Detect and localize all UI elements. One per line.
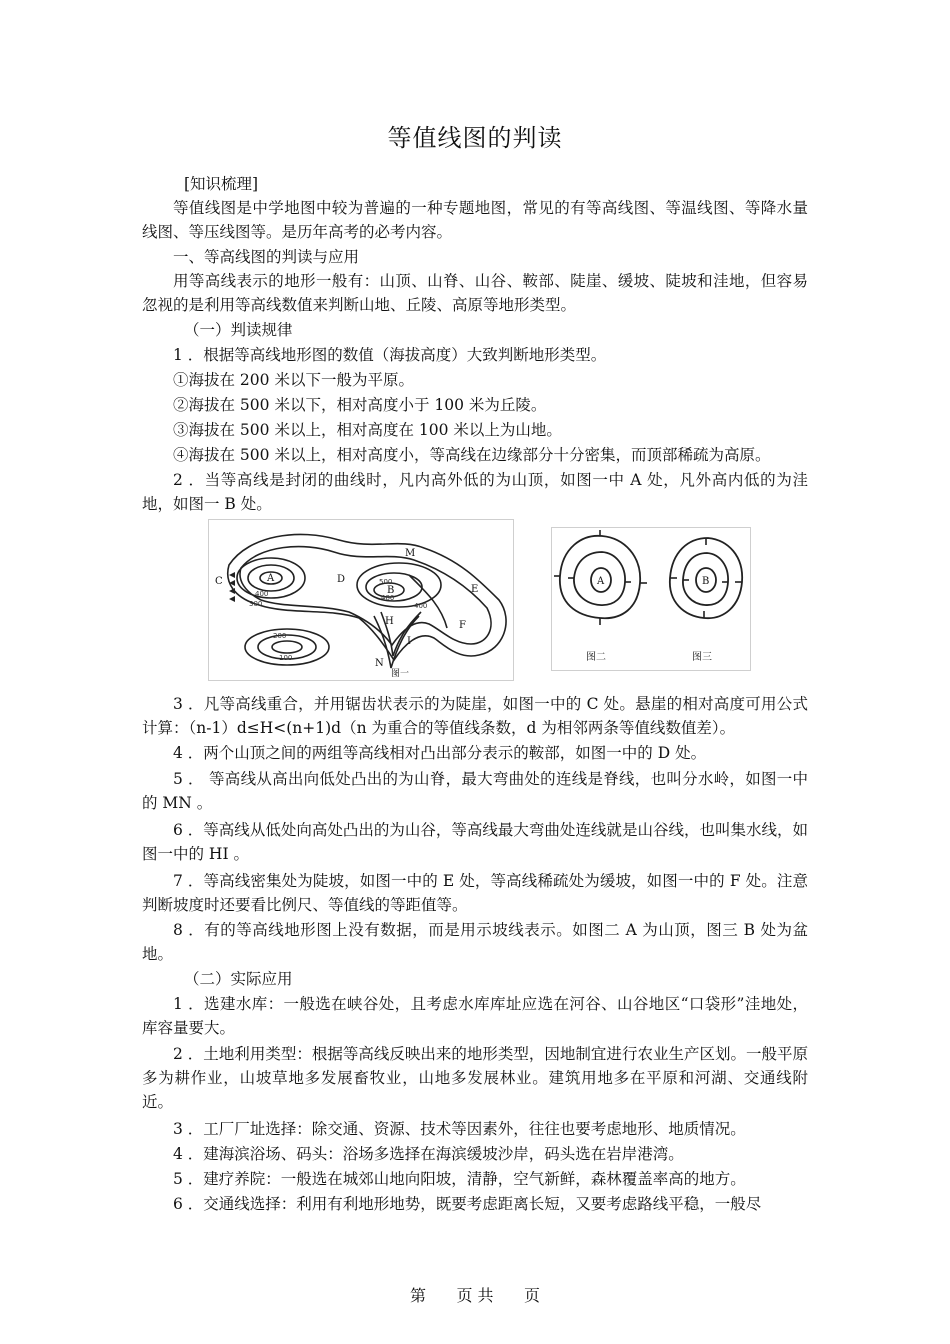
fig1-label-e: E	[471, 584, 479, 595]
fig1-label-c: C	[215, 576, 223, 587]
figure-1-contour-map	[208, 519, 514, 681]
fig1-number-400b: 400	[414, 602, 428, 610]
section-header: [知识梳理]	[184, 175, 259, 193]
paragraph-intro: 等值线图是中学地图中较为普遍的一种专题地图，常见的有等高线图、等温线图、等降水量线图、等压线图等。是历年高考的必考内容。	[142, 199, 808, 241]
rule-7: 7 ．等高线密集处为陡坡，如图一中的 E 处，等高线稀疏处为缓坡，如图一中的 F 处。注意判断坡度时还要看比例尺、等值线的等距值等。	[142, 872, 808, 914]
rule-1-1: ①海拔在 200 米以下一般为平原。	[173, 371, 414, 389]
fig1-label-m: M	[405, 548, 416, 559]
rule-1: 1 ．根据等高线地形图的数值（海拔高度）大致判断地形类型。	[173, 346, 607, 364]
fig1-number-480: 480	[381, 594, 395, 602]
rule-1-2: ②海拔在 500 米以下，相对高度小于 100 米为丘陵。	[173, 396, 547, 414]
fig3-caption: 图三	[692, 652, 712, 663]
fig3-label-b: B	[702, 576, 710, 587]
fig1-label-i: I	[407, 636, 411, 647]
rule-5: 5 ． 等高线从高出向低处凸出的为山脊，最大弯曲处的连线是脊线，也叫分水岭，如图一中的 MN 。	[142, 770, 808, 812]
fig1-number-300: 300	[249, 600, 263, 608]
fig2-label-a: A	[597, 576, 605, 587]
fig1-label-f: F	[459, 620, 466, 631]
page-footer: 第 页 共 页	[409, 1286, 541, 1305]
rule-3: 3 ．凡等高线重合，并用锯齿状表示的为陡崖，如图一中的 C 处。悬崖的相对高度可用公式计算：（n-1）d≤H<(n+1)d（n 为重合的等值线条数，d 为相邻两条等值线数值差）。	[142, 695, 808, 737]
fig1-label-h: H	[385, 616, 394, 627]
figure-2-3-hachure-maps	[551, 527, 751, 671]
fig1-number-200: 200	[273, 632, 287, 640]
heading-rules: （一）判读规律	[184, 321, 293, 339]
rule-4: 4 ．两个山顶之间的两组等高线相对凸出部分表示的鞍部，如图一中的 D 处。	[173, 744, 707, 762]
paragraph-terrain: 用等高线表示的地形一般有：山顶、山脊、山谷、鞍部、陡崖、缓坡、陡坡和洼地，但容易忽视的是利用等高线数值来判断山地、丘陵、高原等地形类型。	[142, 272, 808, 314]
application-3: 3 ．工厂厂址选择：除交通、资源、技术等因素外，往往也要考虑地形、地质情况。	[173, 1120, 746, 1138]
page-title: 等值线图的判读	[387, 124, 563, 152]
application-6: 6 ．交通线选择：利用有利地形地势，既要考虑距离长短，又要考虑路线平稳，一般尽	[173, 1195, 762, 1213]
fig1-number-400: 400	[255, 590, 269, 598]
fig1-number-500: 500	[379, 578, 393, 586]
rule-1-3: ③海拔在 500 米以上，相对高度在 100 米以上为山地。	[173, 421, 562, 439]
application-2: 2 ．土地利用类型：根据等高线反映出来的地形类型，因地制宜进行农业生产区划。一般平原多为耕作业，山坡草地多发展畜牧业，山地多发展林业。建筑用地多在平原和河湖、交通线附近。	[142, 1045, 808, 1111]
fig1-label-d: D	[337, 574, 346, 585]
fig1-label-a: A	[267, 573, 275, 584]
rule-8: 8 ．有的等高线地形图上没有数据，而是用示坡线表示。如图二 A 为山顶，图三 B 处为盆地。	[142, 921, 808, 963]
fig1-label-b: B	[387, 585, 395, 596]
rule-2: 2 ．当等高线是封闭的曲线时，凡内高外低的为山顶，如图一中 A 处，凡外高内低的为洼地，如图一 B 处。	[142, 471, 808, 513]
fig1-caption: 图一	[391, 669, 410, 679]
fig1-number-100: 100	[279, 654, 293, 662]
application-1: 1 ．选建水库：一般选在峡谷处，且考虑水库库址应选在河谷、山谷地区“口袋形”洼地处，库容量要大。	[142, 995, 808, 1037]
application-4: 4 ．建海滨浴场、码头：浴场多选择在海滨缓坡沙岸，码头选在岩岸港湾。	[173, 1145, 684, 1163]
heading-contour: 一、等高线图的判读与应用	[173, 248, 360, 266]
rule-6: 6 ．等高线从低处向高处凸出的为山谷，等高线最大弯曲处连线就是山谷线，也叫集水线，如图一中的 HI 。	[142, 821, 808, 863]
rule-1-4: ④海拔在 500 米以上，相对高度小，等高线在边缘部分十分密集，而顶部稀疏为高原。	[173, 446, 771, 464]
application-5: 5 ．建疗养院：一般选在城郊山地向阳坡，清静，空气新鲜，森林覆盖率高的地方。	[173, 1170, 746, 1188]
fig2-caption: 图二	[586, 652, 606, 663]
heading-application: （二）实际应用	[184, 970, 293, 988]
fig1-label-n: N	[375, 658, 384, 669]
